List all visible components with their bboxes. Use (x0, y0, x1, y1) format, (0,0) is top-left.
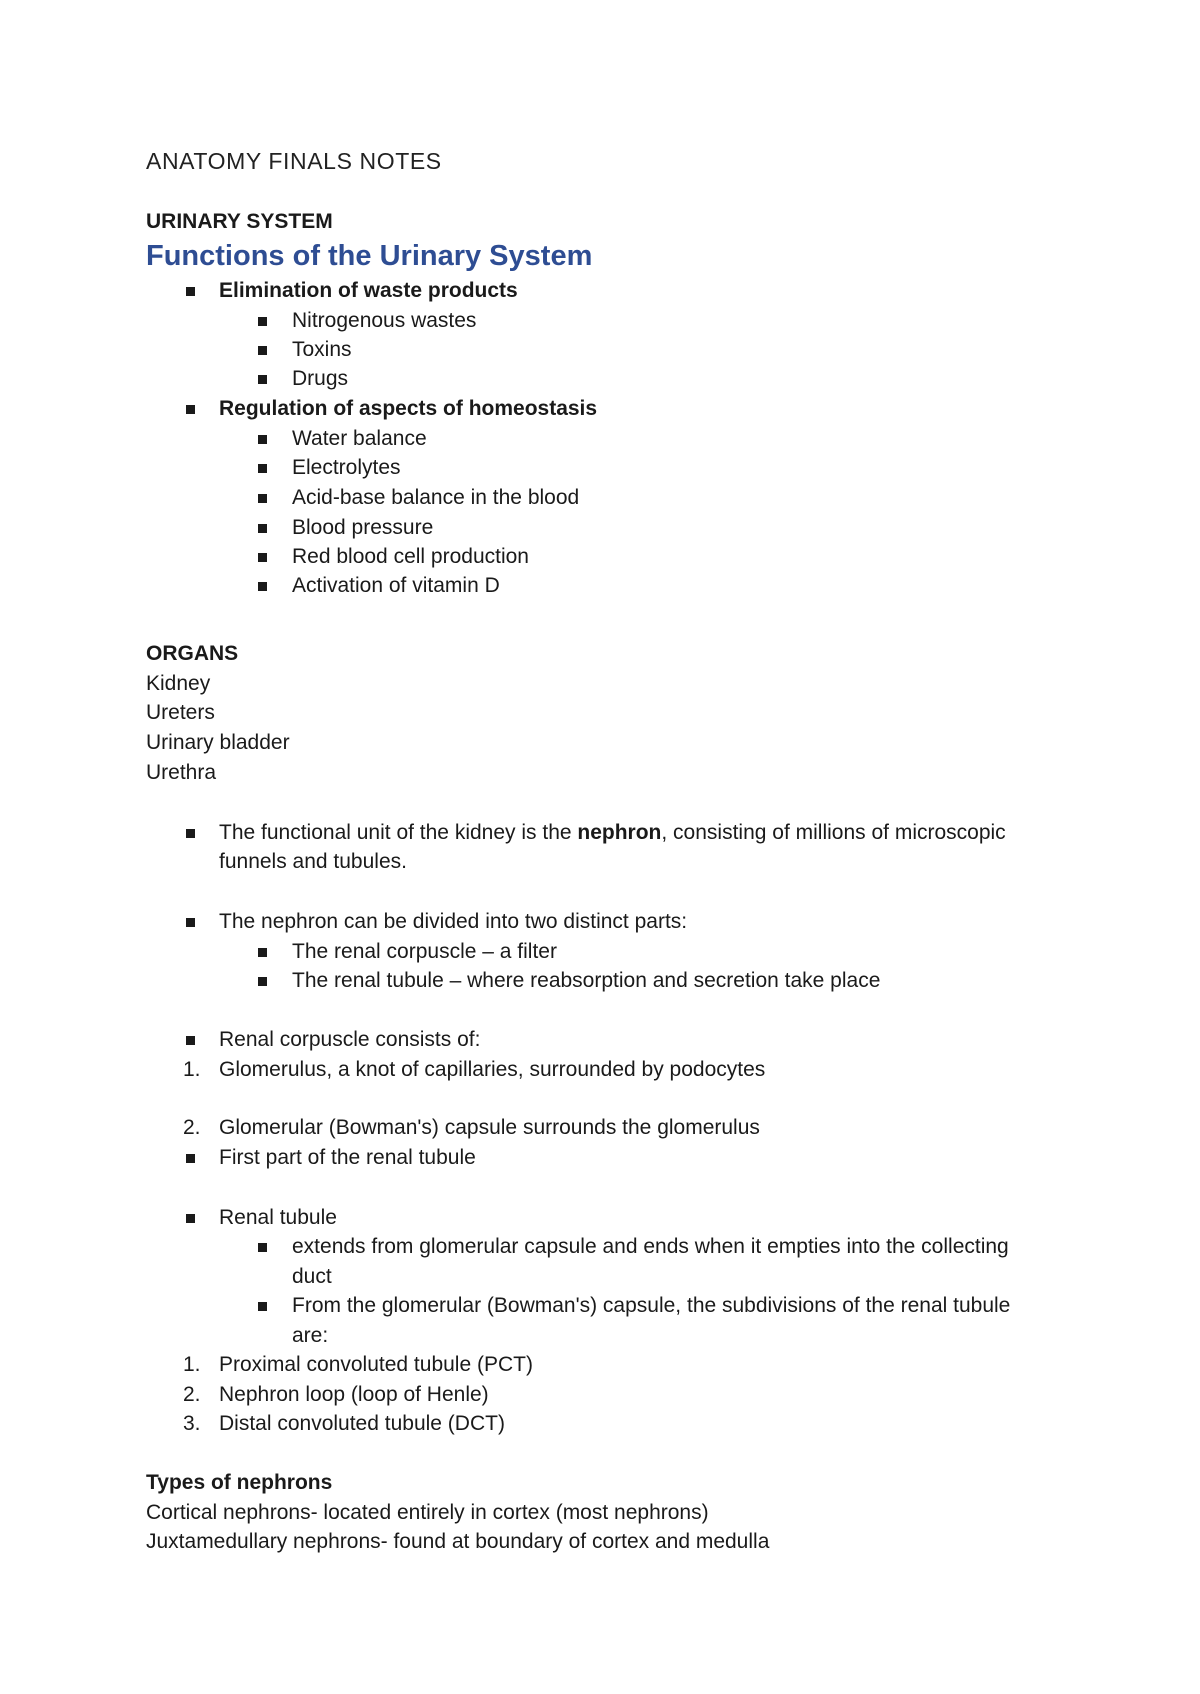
type-item: Juxtamedullary nephrons- found at boundary of cortex and medulla (146, 1530, 770, 1553)
paragraph-text: The nephron can be divided into two distinct parts: (219, 910, 688, 933)
bullet-icon (258, 948, 267, 957)
document-title: ANATOMY FINALS NOTES (146, 148, 442, 174)
list-item: extends from glomerular capsule and ends when it empties into the collecting (292, 1235, 1009, 1258)
list-item: Activation of vitamin D (292, 574, 500, 597)
bullet-icon (186, 1154, 195, 1163)
functions-heading: Functions of the Urinary System (146, 240, 593, 272)
bullet-icon (186, 405, 195, 414)
bullet-icon (186, 829, 195, 838)
list-item: Blood pressure (292, 516, 434, 539)
organ-item: Urinary bladder (146, 731, 290, 754)
nephron-term: nephron (577, 821, 662, 844)
function-group-label: Elimination of waste products (219, 279, 518, 302)
types-heading: Types of nephrons (146, 1471, 333, 1494)
bullet-icon (258, 435, 267, 444)
bullet-icon (258, 582, 267, 591)
list-item: The renal corpuscle – a filter (292, 940, 557, 963)
list-item: Toxins (292, 338, 352, 361)
bullet-icon (186, 287, 195, 296)
list-item: Distal convoluted tubule (DCT) (219, 1412, 505, 1435)
nephron-paragraph (219, 820, 1006, 846)
paragraph-text: , consisting of millions of microscopic (661, 821, 1006, 844)
type-item: Cortical nephrons- located entirely in cortex (most nephrons) (146, 1501, 709, 1524)
list-item: are: (292, 1324, 329, 1347)
list-item: duct (292, 1265, 332, 1288)
list-item: From the glomerular (Bowman's) capsule, the subdivisions of the renal tubule (292, 1294, 1011, 1317)
list-item: Acid-base balance in the blood (292, 486, 580, 509)
bullet-icon (258, 524, 267, 533)
organ-item: Kidney (146, 672, 211, 695)
paragraph-text: funnels and tubules. (219, 850, 407, 873)
list-item: First part of the renal tubule (219, 1146, 476, 1169)
bullet-icon (186, 918, 195, 927)
paragraph-text: Renal corpuscle consists of: (219, 1028, 481, 1051)
list-item: Proximal convoluted tubule (PCT) (219, 1353, 533, 1376)
section-heading: URINARY SYSTEM (146, 210, 333, 233)
bullet-icon (258, 464, 267, 473)
list-item: Glomerular (Bowman's) capsule surrounds the glomerulus (219, 1116, 760, 1139)
list-number: 1. (183, 1353, 201, 1376)
organ-item: Urethra (146, 761, 217, 784)
bullet-icon (258, 494, 267, 503)
list-item: Drugs (292, 367, 349, 390)
list-item: Glomerulus, a knot of capillaries, surrounded by podocytes (219, 1058, 766, 1081)
bullet-icon (258, 375, 267, 384)
bullet-icon (258, 346, 267, 355)
bullet-icon (258, 1243, 267, 1252)
organ-item: Ureters (146, 701, 215, 724)
list-item: Electrolytes (292, 456, 401, 479)
list-number: 1. (183, 1058, 201, 1081)
list-item: The renal tubule – where reabsorption and secretion take place (292, 969, 881, 992)
paragraph-text: Renal tubule (219, 1206, 337, 1229)
organs-heading: ORGANS (146, 642, 239, 665)
list-number: 3. (183, 1412, 201, 1435)
list-item: Nitrogenous wastes (292, 309, 477, 332)
bullet-icon (258, 977, 267, 986)
bullet-icon (186, 1036, 195, 1045)
list-item: Red blood cell production (292, 545, 529, 568)
bullet-icon (258, 317, 267, 326)
list-number: 2. (183, 1116, 201, 1139)
list-item: Nephron loop (loop of Henle) (219, 1383, 489, 1406)
function-group-label: Regulation of aspects of homeostasis (219, 397, 598, 420)
list-item: Water balance (292, 427, 427, 450)
paragraph-text: The functional unit of the kidney is the (219, 821, 578, 844)
bullet-icon (258, 553, 267, 562)
bullet-icon (186, 1214, 195, 1223)
bullet-icon (258, 1302, 267, 1311)
list-number: 2. (183, 1383, 201, 1406)
